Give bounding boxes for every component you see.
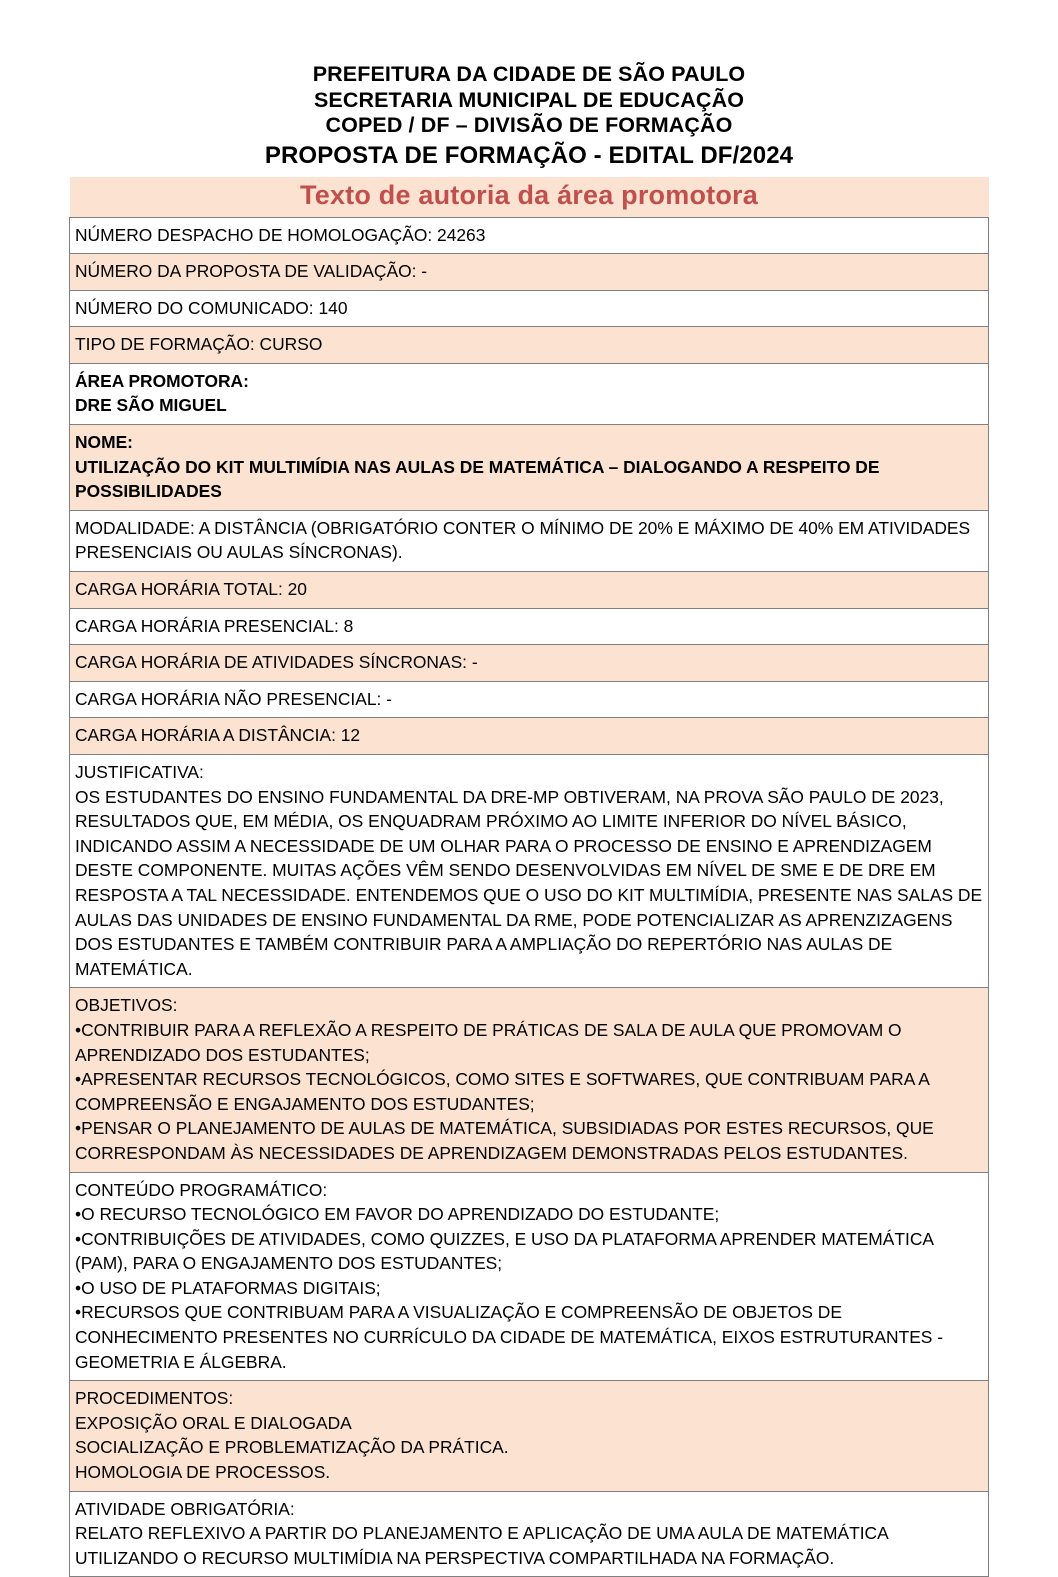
header-line-1: PREFEITURA DA CIDADE DE SÃO PAULO [0,62,1058,88]
field-objetivos [70,988,989,1172]
field-line: EXPOSIÇÃO ORAL E DIALOGADA [75,1411,984,1436]
field-line: UTILIZAÇÃO DO KIT MULTIMÍDIA NAS AULAS DE MATEMÁTICA – DIALOGANDO A RESPEITO DE POSSIBILIDADES [75,455,984,504]
table-row [70,681,989,718]
table-row [70,217,989,254]
form-rows-body [70,217,989,1577]
field-line: •O USO DE PLATAFORMAS DIGITAIS; [75,1276,984,1301]
table-row [70,572,989,609]
field-numero-do-comunicado [70,290,989,327]
field-line: CARGA HORÁRIA TOTAL: 20 [75,577,984,602]
table-row [70,1491,989,1577]
header-line-2: SECRETARIA MUNICIPAL DE EDUCAÇÃO [0,88,1058,114]
field-line: CARGA HORÁRIA A DISTÂNCIA: 12 [75,723,984,748]
field-area-promotora [70,363,989,424]
field-line: NÚMERO DA PROPOSTA DE VALIDAÇÃO: - [75,259,984,284]
field-line: ÁREA PROMOTORA: [75,369,984,394]
table-row [70,1172,989,1381]
table-row [70,290,989,327]
field-carga-horaria-total [70,572,989,609]
field-procedimentos [70,1381,989,1491]
field-line: •O RECURSO TECNOLÓGICO EM FAVOR DO APRENDIZADO DO ESTUDANTE; [75,1202,984,1227]
field-atividade-obrigatoria [70,1491,989,1577]
field-line: NÚMERO DO COMUNICADO: 140 [75,296,984,321]
table-row [70,254,989,291]
field-tipo-de-formacao [70,327,989,364]
field-line: HOMOLOGIA DE PROCESSOS. [75,1460,984,1485]
table-row [70,1381,989,1491]
field-line: NOME: [75,430,984,455]
field-line: RELATO REFLEXIVO A PARTIR DO PLANEJAMENTO E APLICAÇÃO DE UMA AULA DE MATEMÁTICA UTILIZANDO O RECURSO MULTIMÍDIA NA PERSPECTIVA COMPARTILHADA NA FORMAÇÃO. [75,1521,984,1570]
field-line: JUSTIFICATIVA: [75,760,984,785]
field-carga-horaria-presencial [70,608,989,645]
field-line: PROCEDIMENTOS: [75,1386,984,1411]
table-row [70,988,989,1172]
field-line: •CONTRIBUIÇÕES DE ATIVIDADES, COMO QUIZZES, E USO DA PLATAFORMA APRENDER MATEMÁTICA (PAM), PARA O ENGAJAMENTO DOS ESTUDANTES; [75,1227,984,1276]
document-header [0,0,1058,171]
table-row [70,608,989,645]
form-table-body [70,177,989,218]
field-numero-despacho-de-homologacao [70,217,989,254]
field-line: CARGA HORÁRIA DE ATIVIDADES SÍNCRONAS: - [75,650,984,675]
banner-cell [70,177,989,218]
field-carga-horaria-nao-presencial [70,681,989,718]
field-carga-horaria-de-atividades-sincronas [70,645,989,682]
field-line: CARGA HORÁRIA PRESENCIAL: 8 [75,614,984,639]
table-row [70,327,989,364]
field-modalidade [70,510,989,571]
field-line: CONTEÚDO PROGRAMÁTICO: [75,1178,984,1203]
field-line: •APRESENTAR RECURSOS TECNOLÓGICOS, COMO SITES E SOFTWARES, QUE CONTRIBUAM PARA A COMPREENSÃO E ENGAJAMENTO DOS ESTUDANTES; [75,1067,984,1116]
field-line: OBJETIVOS: [75,993,984,1018]
field-line: CARGA HORÁRIA NÃO PRESENCIAL: - [75,687,984,712]
banner-title: Texto de autoria da área promotora [300,180,758,210]
field-nome [70,425,989,511]
header-title-line: PROPOSTA DE FORMAÇÃO - EDITAL DF/2024 [0,139,1058,171]
field-line: •CONTRIBUIR PARA A REFLEXÃO A RESPEITO DE PRÁTICAS DE SALA DE AULA QUE PROMOVAM O APRENDIZADO DOS ESTUDANTES; [75,1018,984,1067]
field-carga-horaria-a-distancia [70,718,989,755]
field-line: ATIVIDADE OBRIGATÓRIA: [75,1497,984,1522]
field-numero-da-proposta-de-validacao [70,254,989,291]
table-row [70,645,989,682]
field-justificativa [70,755,989,988]
field-line: TIPO DE FORMAÇÃO: CURSO [75,332,984,357]
banner-row [70,177,989,218]
field-line: NÚMERO DESPACHO DE HOMOLOGAÇÃO: 24263 [75,223,984,248]
proposta-form-table [69,177,989,1577]
field-line: SOCIALIZAÇÃO E PROBLEMATIZAÇÃO DA PRÁTICA. [75,1435,984,1460]
table-row [70,510,989,571]
table-row [70,755,989,988]
field-conteudo-programatico [70,1172,989,1381]
field-line: DRE SÃO MIGUEL [75,393,984,418]
field-line: OS ESTUDANTES DO ENSINO FUNDAMENTAL DA DRE-MP OBTIVERAM, NA PROVA SÃO PAULO DE 2023, RESULTADOS QUE, EM MÉDIA, OS ENQUADRAM PRÓXIMO AO LIMITE INFERIOR DO NÍVEL BÁSICO, INDICANDO ASSIM A NECESSIDADE DE UM OLHAR PARA O PROCESSO DE ENSINO E APRENDIZAGEM DESTE COMPONENTE. MUITAS AÇÕES VÊM SENDO DESENVOLVIDAS EM NÍVEL DE SME E DE DRE EM RESPOSTA A TAL NECESSIDADE. ENTENDEMOS QUE O USO DO KIT MULTIMÍDIA, PRESENTE NAS SALAS DE AULAS DAS UNIDADES DE ENSINO FUNDAMENTAL DA RME, PODE POTENCIALIZAR AS APRENZIZAGENS DOS ESTUDANTES E TAMBÉM CONTRIBUIR PARA A AMPLIAÇÃO DO REPERTÓRIO NAS AULAS DE MATEMÁTICA. [75,785,984,982]
field-line: •RECURSOS QUE CONTRIBUAM PARA A VISUALIZAÇÃO E COMPREENSÃO DE OBJETOS DE CONHECIMENTO PRESENTES NO CURRÍCULO DA CIDADE DE MATEMÁTICA, EIXOS ESTRUTURANTES -GEOMETRIA E ÁLGEBRA. [75,1300,984,1374]
field-line: MODALIDADE: A DISTÂNCIA (OBRIGATÓRIO CONTER O MÍNIMO DE 20% E MÁXIMO DE 40% EM ATIVIDADES PRESENCIAIS OU AULAS SÍNCRONAS). [75,516,984,565]
header-line-3: COPED / DF – DIVISÃO DE FORMAÇÃO [0,113,1058,139]
field-line: •PENSAR O PLANEJAMENTO DE AULAS DE MATEMÁTICA, SUBSIDIADAS POR ESTES RECURSOS, QUE CORRESPONDAM ÀS NECESSIDADES DE APRENDIZAGEM DEMONSTRADAS PELOS ESTUDANTES. [75,1116,984,1165]
table-row [70,718,989,755]
table-row [70,363,989,424]
table-row [70,425,989,511]
